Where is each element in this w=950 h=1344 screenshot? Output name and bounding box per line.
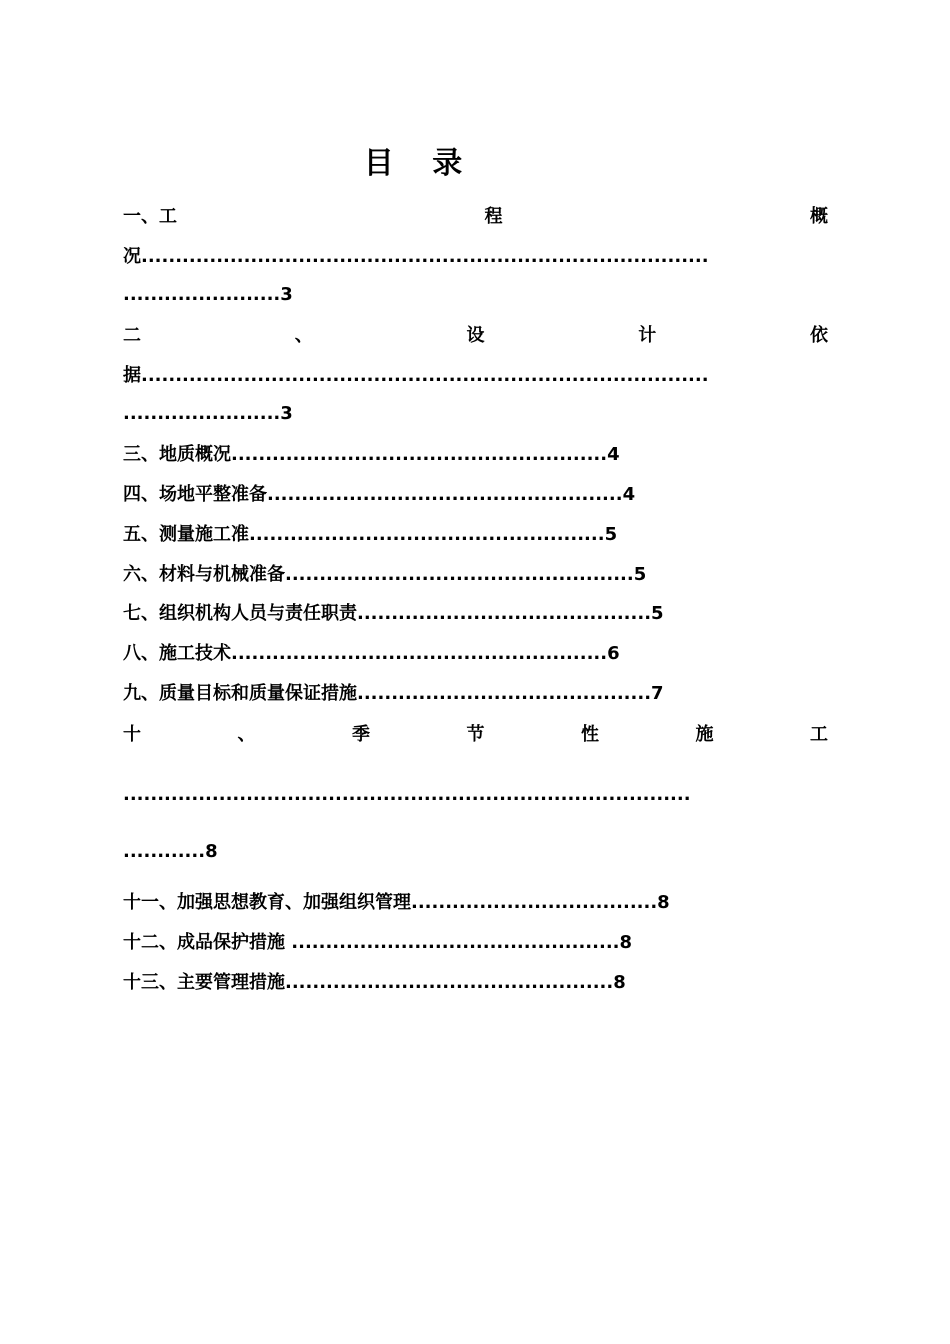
- toc-dot-leader: ...................................................: [285, 564, 634, 585]
- toc-entry-9[interactable]: [123, 682, 664, 706]
- toc-entry-10-part: 、: [237, 724, 256, 745]
- toc-page-number: 5: [651, 603, 664, 624]
- toc-page-number: 8: [613, 972, 626, 993]
- toc-entry-2-lead: 据: [123, 365, 141, 386]
- toc-entry-1-heading[interactable]: [123, 205, 828, 229]
- toc-entry-2-heading[interactable]: [123, 324, 828, 348]
- toc-entry-label: 十二、成品保护措施: [123, 932, 292, 953]
- toc-page-number: 5: [633, 564, 647, 585]
- toc-entry-12[interactable]: [123, 931, 632, 955]
- toc-dot-leader: ...........................................: [357, 683, 652, 704]
- toc-entry-1-page-line[interactable]: [123, 283, 293, 307]
- page-title: 目 录: [363, 146, 477, 181]
- toc-dot-leader: ....................................: [411, 892, 658, 913]
- toc-entry-13[interactable]: [123, 971, 626, 995]
- toc-entry-2-leader: [123, 364, 828, 388]
- toc-page-number: 8: [619, 932, 633, 953]
- toc-entry-2-page-line[interactable]: [123, 402, 293, 426]
- toc-dot-leader: ...................................................................................: [141, 246, 709, 267]
- toc-page-number: 3: [280, 284, 293, 305]
- toc-dot-leader: ...........................................: [357, 603, 652, 624]
- toc-entry-label: 十一、加强思想教育、加强组织管理: [123, 892, 411, 913]
- toc-entry-6[interactable]: [123, 563, 646, 587]
- toc-entry-label: 六、材料与机械准备: [123, 564, 285, 585]
- toc-entry-label: 十三、主要管理措施: [123, 972, 285, 993]
- toc-page-number: 3: [280, 403, 293, 424]
- toc-entry-8[interactable]: [123, 642, 620, 666]
- toc-entry-10-heading[interactable]: [123, 723, 828, 747]
- toc-entry-label: 七、组织机构人员与责任职责: [123, 603, 357, 624]
- toc-entry-1-part: 概: [810, 206, 828, 227]
- toc-entry-label: 五、测量施工准: [123, 524, 249, 545]
- toc-entry-5[interactable]: [123, 523, 617, 547]
- toc-entry-label: 九、质量目标和质量保证措施: [123, 683, 357, 704]
- toc-entry-2-part: 依: [810, 325, 828, 346]
- toc-entry-11[interactable]: [123, 891, 670, 915]
- toc-entry-1-part: 程: [484, 206, 503, 227]
- toc-dot-leader: ...................................................................................: [141, 365, 709, 386]
- toc-entry-10-leader: [123, 783, 828, 807]
- toc-dot-leader: .......................: [123, 403, 281, 424]
- toc-entry-2-part: 二: [123, 325, 141, 346]
- toc-entry-10-part: 性: [581, 724, 599, 745]
- toc-entry-10-part: 季: [352, 724, 370, 745]
- toc-dot-leader: .......................................................: [231, 444, 608, 465]
- toc-dot-leader: ................................................: [291, 932, 620, 953]
- toc-page-number: 4: [622, 484, 636, 505]
- toc-dot-leader: ....................................................: [249, 524, 605, 545]
- toc-page-number: 8: [205, 841, 218, 862]
- toc-entry-10-page-line[interactable]: [123, 840, 218, 864]
- toc-entry-2-part: 、: [294, 325, 313, 346]
- toc-page-number: 5: [604, 524, 618, 545]
- toc-page-number: 6: [607, 643, 620, 664]
- toc-page-number: 7: [651, 683, 664, 704]
- toc-entry-7[interactable]: [123, 602, 664, 626]
- toc-entry-3[interactable]: [123, 443, 620, 467]
- toc-entry-label: 三、地质概况: [123, 444, 231, 465]
- toc-entry-2-part: 计: [638, 325, 657, 346]
- toc-entry-1-part: 一、工: [123, 206, 177, 227]
- toc-entry-1-lead: 况: [123, 246, 141, 267]
- toc-entry-1-leader: [123, 245, 828, 269]
- toc-dot-leader: .......................: [123, 284, 281, 305]
- toc-entry-label: 八、施工技术: [123, 643, 231, 664]
- toc-entry-10-part: 施: [695, 724, 714, 745]
- toc-page-number: 8: [657, 892, 670, 913]
- toc-entry-10-part: 工: [810, 724, 828, 745]
- toc-entry-2-part: 设: [466, 325, 485, 346]
- toc-entry-label: 四、场地平整准备: [123, 484, 267, 505]
- toc-entry-4[interactable]: [123, 483, 635, 507]
- toc-entry-10-part: 节: [466, 724, 485, 745]
- toc-dot-leader: .......................................................: [231, 643, 608, 664]
- toc-dot-leader: ....................................................: [267, 484, 623, 505]
- toc-dot-leader: ............: [123, 841, 206, 862]
- toc-dot-leader: ................................................: [285, 972, 614, 993]
- toc-dot-leader: ...................................................................................: [123, 784, 691, 805]
- toc-entry-10-part: 十: [123, 724, 141, 745]
- toc-page-number: 4: [607, 444, 620, 465]
